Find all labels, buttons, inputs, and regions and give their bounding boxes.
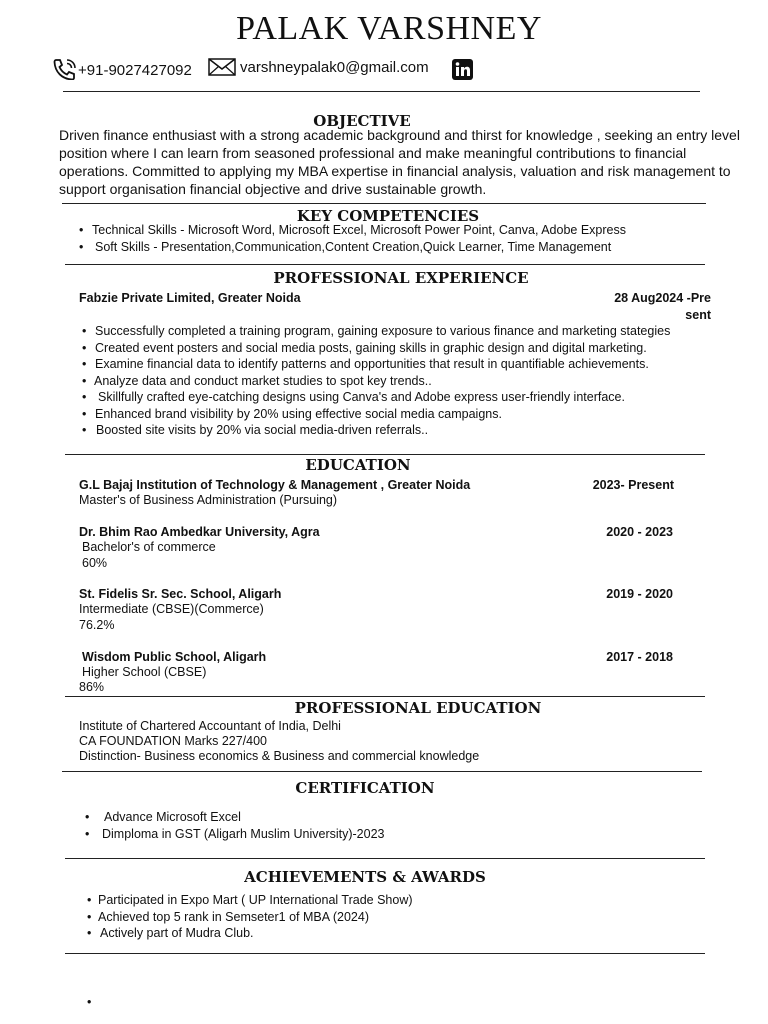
list-item: • Actively part of Mudra Club.	[84, 925, 684, 942]
experience-dates	[560, 290, 711, 323]
certification-list	[82, 809, 682, 842]
list-item: • Enhanced brand visibility by 20% using effective social media campaigns.	[79, 406, 719, 423]
divider	[62, 203, 706, 204]
list-item: • Analyze data and conduct market studies to spot key trends..	[79, 373, 719, 390]
list-item: • Achieved top 5 rank in Semseter1 of MBA (2024)	[84, 909, 684, 926]
divider	[63, 91, 700, 92]
school-name: Dr. Bhim Rao Ambedkar University, Agra	[79, 525, 320, 539]
date-line: 28 Aug2024 -Pre	[614, 291, 711, 305]
objective-heading: OBJECTIVE	[313, 112, 411, 130]
list-item: • Successfully completed a training program, gaining exposure to various finance and marketing stategies	[79, 323, 719, 340]
score: 76.2%	[79, 618, 115, 632]
achievements-heading: ACHIEVEMENTS & AWARDS	[244, 868, 486, 886]
distinction: Distinction- Business economics & Business and commercial knowledge	[79, 749, 480, 763]
list-item: • Created event posters and social media posts, gaining skills in graphic design and digital marketing.	[79, 340, 719, 357]
education-years: 2017 - 2018	[606, 650, 673, 664]
school-name: G.L Bajaj Institution of Technology & Management , Greater Noida	[79, 478, 471, 492]
list-item: • Technical Skills - Microsoft Word, Microsoft Excel, Microsoft Power Point, Canva, Adobe Express	[76, 222, 736, 239]
objective-text: Driven finance enthusiast with a strong academic background and thirst for knowledge , seeking an entry level position where I can learn from seasoned professional and make meaningful contributions to financial operations. Committed to applying my MBA expertise in financial analysis, valuation and risk management to support organisation financial objective and drive sustainable growth.	[59, 127, 740, 197]
candidate-name: PALAK VARSHNEY	[236, 10, 542, 47]
certification-heading: CERTIFICATION	[295, 779, 435, 797]
competencies-heading: KEY COMPETENCIES	[296, 207, 480, 225]
list-item: • Advance Microsoft Excel	[82, 809, 682, 826]
institute: Institute of Chartered Accountant of India, Delhi	[79, 719, 341, 733]
education-years: 2023- Present	[592, 478, 674, 492]
degree: Bachelor's of commerce	[82, 540, 216, 554]
divider	[65, 696, 705, 697]
divider	[65, 858, 705, 859]
list-item: • Soft Skills - Presentation,Communication,Content Creation,Quick Learner, Time Management	[76, 239, 736, 256]
divider	[65, 454, 705, 455]
list-item: • Dimploma in GST (Aligarh Muslim University)-2023	[82, 826, 682, 843]
competencies-list	[76, 222, 736, 255]
ca-marks: CA FOUNDATION Marks 227/400	[79, 734, 268, 748]
divider	[62, 771, 702, 772]
stray-bullet: •	[87, 995, 92, 1009]
phone-contact	[52, 58, 192, 84]
school-name: St. Fidelis Sr. Sec. School, Aligarh	[79, 587, 282, 601]
phone-icon	[52, 58, 78, 84]
list-item: • Boosted site visits by 20% via social media-driven referrals..	[79, 422, 719, 439]
achievements-list	[84, 892, 684, 942]
education-years: 2020 - 2023	[606, 525, 673, 539]
email-contact	[208, 58, 429, 80]
education-heading: EDUCATION	[305, 456, 411, 474]
date-line: sent	[685, 307, 711, 322]
score: 60%	[82, 556, 108, 570]
degree: Intermediate (CBSE)(Commerce)	[79, 602, 264, 616]
professional-education-heading: PROFESSIONAL EDUCATION	[294, 699, 542, 717]
education-years: 2019 - 2020	[606, 587, 673, 601]
school-name: Wisdom Public School, Aligarh	[82, 650, 267, 664]
divider	[65, 953, 705, 954]
company-name: Fabzie Private Limited, Greater Noida	[79, 291, 301, 305]
linkedin-icon[interactable]	[452, 59, 473, 85]
score: 86%	[79, 680, 105, 694]
list-item: • Skillfully crafted eye-catching designs using Canva's and Adobe express user-friendly interface.	[79, 389, 719, 406]
divider	[65, 264, 705, 265]
phone-number: +91-9027427092	[78, 62, 192, 79]
degree: Higher School (CBSE)	[82, 665, 207, 679]
experience-heading: PROFESSIONAL EXPERIENCE	[273, 269, 529, 287]
experience-list	[79, 323, 719, 439]
envelope-icon	[208, 58, 236, 80]
list-item: • Examine financial data to identify patterns and opportunities that result in quantifiable achievements.	[79, 356, 719, 373]
degree: Master's of Business Administration (Pursuing)	[79, 493, 338, 507]
list-item: • Participated in Expo Mart ( UP International Trade Show)	[84, 892, 684, 909]
email-link[interactable]: varshneypalak0@gmail.com	[240, 59, 429, 76]
